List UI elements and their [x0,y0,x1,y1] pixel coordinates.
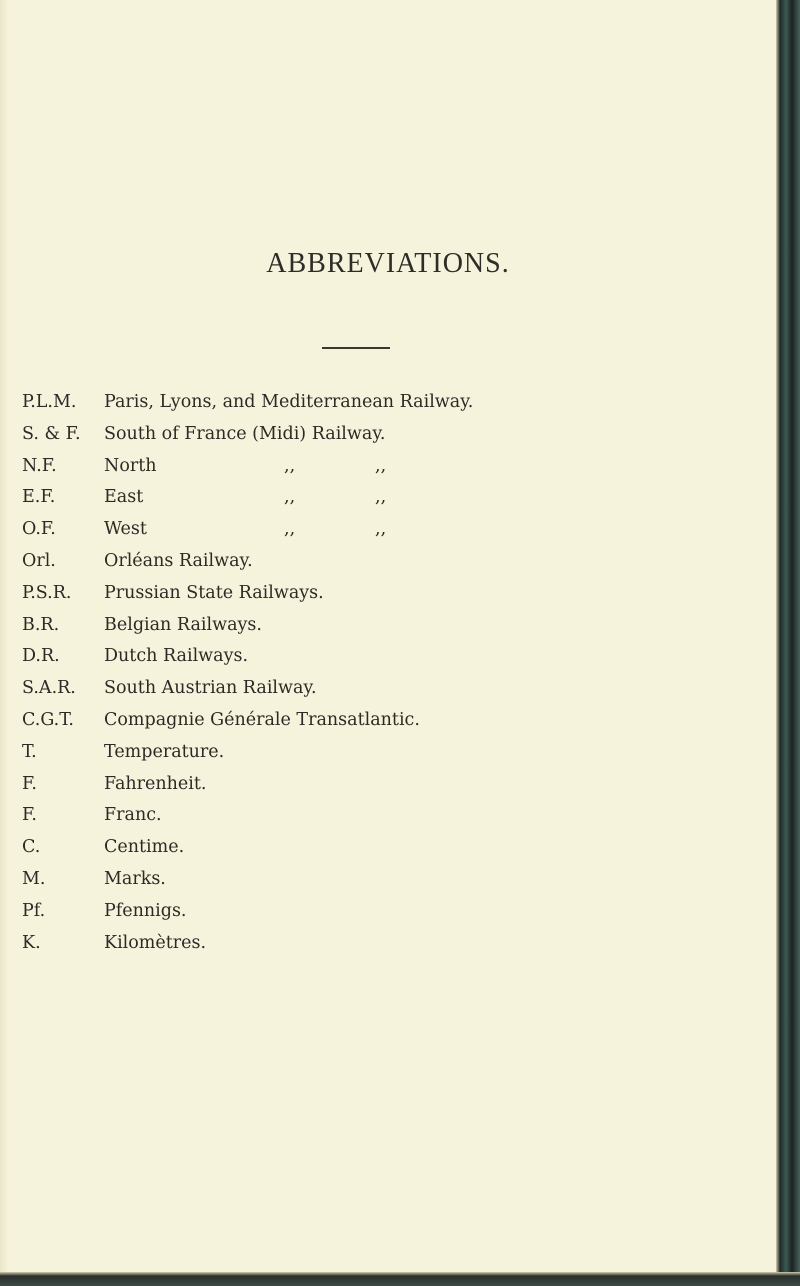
title-divider [322,347,390,349]
abbreviation: O.F. [22,519,56,540]
abbreviation: P.S.R. [22,582,72,603]
book-binding-edge [776,0,800,1286]
abbreviation-meaning: Prussian State Railways. [104,582,324,603]
abbreviation-row [22,646,762,678]
abbreviation-meaning: Temperature. [104,741,225,762]
abbreviation-row [22,678,762,710]
abbreviation-meaning: Paris, Lyons, and Mediterranean Railway. [104,392,474,412]
abbreviation: Orl. [22,550,56,571]
abbreviation-row [22,424,762,456]
ditto-mark: ,, [375,519,387,540]
abbreviation-meaning: Dutch Railways. [104,646,249,667]
abbreviation-row [22,392,762,424]
abbreviation: S.A.R. [22,678,76,699]
abbreviation: Pf. [22,900,46,921]
abbreviation-meaning: West [104,519,147,540]
abbreviation-meaning: Kilomètres. [104,932,207,953]
abbreviation: M. [22,868,46,889]
abbreviation-meaning: Franc. [104,805,162,826]
abbreviation-meaning: Marks. [104,868,166,889]
ditto-mark: ,, [284,455,296,476]
abbreviation-meaning: Centime. [104,837,185,858]
abbreviation-meaning: Pfennigs. [104,900,187,921]
abbreviation-meaning: South Austrian Railway. [104,678,317,699]
page-title: ABBREVIATIONS. [266,248,510,279]
abbreviation-row [22,551,762,583]
abbreviation-row [22,805,762,837]
abbreviation: K. [22,932,41,953]
abbreviation-row [22,901,762,933]
abbreviation-meaning: North [104,455,157,476]
abbreviation-row [22,519,762,551]
abbreviation-meaning: Fahrenheit. [104,773,207,794]
abbreviation-row [22,742,762,774]
abbreviation: N.F. [22,455,57,476]
abbreviation: B.R. [22,614,60,635]
abbreviation: F. [22,773,37,794]
abbreviation-meaning: Compagnie Générale Transatlantic. [104,709,420,730]
ditto-mark: ,, [375,455,387,476]
abbreviation-row [22,487,762,519]
abbreviation: E.F. [22,487,56,508]
abbreviation-list [22,392,762,964]
abbreviation: P.L.M. [22,392,77,412]
abbreviation: S. & F. [22,423,81,444]
abbreviation-meaning: East [104,487,144,508]
abbreviation-meaning: Belgian Railways. [104,614,262,635]
ditto-mark: ,, [284,519,296,540]
ditto-mark: ,, [284,487,296,508]
abbreviation: D.R. [22,646,60,667]
abbreviation: C.G.T. [22,709,74,730]
abbreviation: F. [22,805,37,826]
book-bottom-edge [0,1272,800,1286]
abbreviation-row [22,583,762,615]
abbreviation-row [22,774,762,806]
ditto-mark: ,, [375,487,387,508]
abbreviation-row [22,933,762,965]
abbreviation-row [22,869,762,901]
abbreviation-meaning: Orléans Railway. [104,550,253,571]
page-left-edge [0,0,8,1286]
abbreviation-row [22,615,762,647]
abbreviation: T. [22,741,37,762]
abbreviation-meaning: South of France (Midi) Railway. [104,423,386,444]
abbreviation-row [22,710,762,742]
abbreviation: C. [22,837,41,858]
abbreviation-row [22,456,762,488]
abbreviation-row [22,837,762,869]
